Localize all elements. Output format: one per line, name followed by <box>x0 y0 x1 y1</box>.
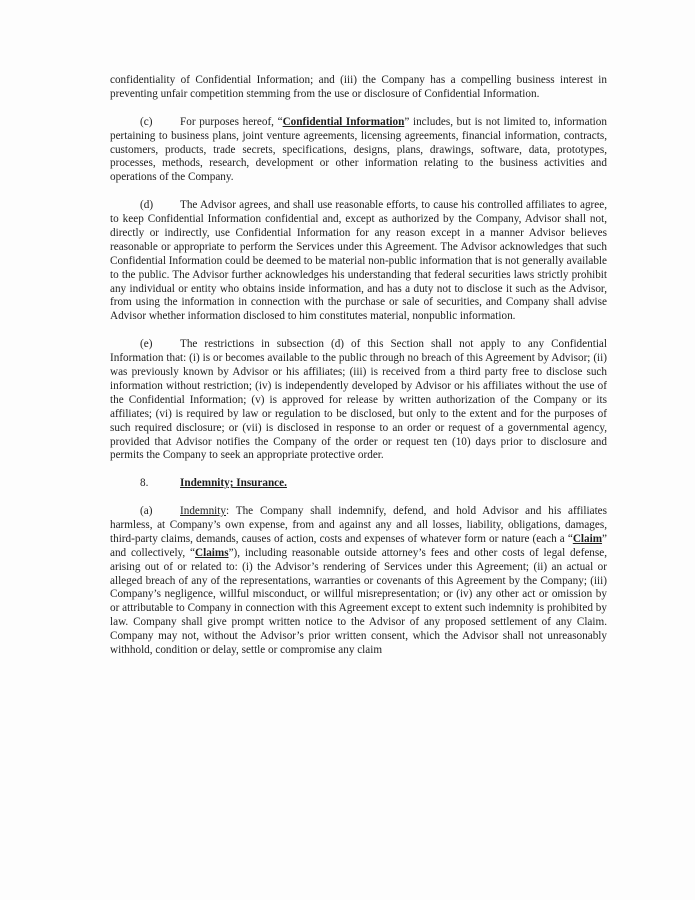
paragraph-e-text: The restrictions in subsection (d) of this Section shall not apply to any Confidential Information that: (i) is or becomes available to the public through no breach of this Agreement by Advisor; (ii) was previously known by Advisor or his affiliates; (iii) is received from a third party free to disclose such information without restriction; (iv) is independently developed by Advisor or his affiliates without the use of the Confidential Information; (v) is approved for release by written authorization of the Company or its affiliates; (vi) is required by law or regulation to be disclosed, but only to the extent and for the purposes of such required disclosure; or (vii) is disclosed in response to an order or request of a governmental agency, provided that Advisor notifies the Company of the order or request ten (10) days prior to disclosure and permits the Company to seek an appropriate protective order. <box>110 338 607 462</box>
paragraph-8a <box>110 505 607 658</box>
paragraph-d-text: The Advisor agrees, and shall use reasonable efforts, to cause his controlled affiliates to agree, to keep Confidential Information confidential and, except as authorized by the Company, Advisor shall not, directly or indirectly, use Confidential Information for any reason except in a manner Advisor believes reasonable or appropriate to perform the Services under this Agreement. The Advisor acknowledges that such Confidential Information could be deemed to be material non-public information that is not generally available to the public. The Advisor further acknowledges his understanding that federal securities laws strictly prohibit any individual or entity who obtains inside information, and has a duty not to disclose it such as the Advisor, from using the information in connection with the purchase or sale of securities, and Company shall advise Advisor whether information disclosed to him constitutes material, nonpublic information. <box>110 199 607 323</box>
section-8-number: 8. <box>140 477 149 490</box>
paragraph-8a-intro: : The Company shall indemnify, defend, and hold Advisor and his affiliates harmless, at Company’s own expense, from and against any and all losses, liability, obligations, damages, third-party claims, demands, causes of action, costs and expenses of whatever form or nature (each a “ <box>110 505 607 545</box>
paragraph-c-label: (c) <box>140 115 153 128</box>
paragraph-e <box>110 338 607 463</box>
section-8-title: Indemnity; Insurance. <box>180 477 287 490</box>
document-body <box>110 74 607 672</box>
paragraph-c <box>110 116 607 186</box>
paragraph-8a-label: (a) <box>140 505 153 518</box>
paragraph-8a-mid: ” and collectively, “ <box>110 532 607 559</box>
paragraph-8a-rest: ”), including reasonable outside attorney’s fees and other costs of legal defense, arising out of or related to: (i) the Advisor’s rendering of Services under this Agreement; (ii) an actual or alleged breach of any of the representations, warranties or covenants of this Agreement by the Company; (iii) Company’s negligence, willful misconduct, or willful misrepresentation; or (iv) any other act or omission by or attributable to Company in connection with this Agreement except to extent such indemnity is prohibited by law. Company shall give prompt written notice to the Advisor of any proposed settlement of any Claim. Company may not, without the Advisor’s prior written consent, which the Advisor shall not unreasonably withhold, condition or delay, settle or compromise any claim <box>110 546 608 657</box>
paragraph-c-after: ” includes, but is not limited to, information pertaining to business plans, joint venture agreements, licensing agreements, financial information, contracts, customers, products, trade secrets, specifications, designs, plans, drawings, software, data, prototypes, processes, methods, research, development or other information relating to the business activities and operations of the Company. <box>110 115 607 184</box>
confidential-information-term: Confidential Information <box>282 115 405 128</box>
claims-term: Claims <box>195 546 229 559</box>
paragraph-d-label: (d) <box>140 199 154 212</box>
paragraph-e-label: (e) <box>140 338 153 351</box>
indemnity-subheading: Indemnity <box>180 505 226 518</box>
section-8-heading <box>110 477 607 491</box>
claim-term: Claim <box>572 532 603 545</box>
paragraph-c-before: For purposes hereof, “ <box>180 115 283 128</box>
paragraph-continuation: confidentiality of Confidential Information; and (iii) the Company has a compelling business interest in preventing unfair competition stemming from the use or disclosure of Confidential Information. <box>110 74 607 100</box>
paragraph-d <box>110 199 607 324</box>
